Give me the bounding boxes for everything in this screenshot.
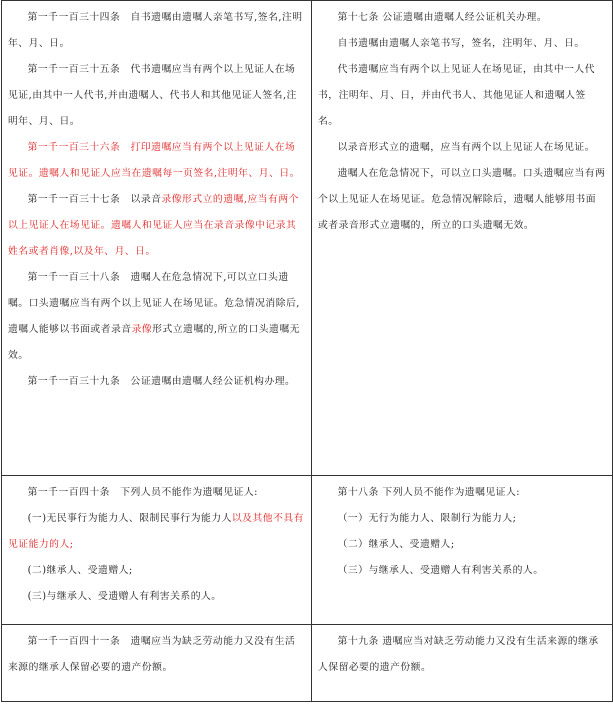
table-row [2,625,613,702]
article-18: 第十八条 下列人员不能作为遗嘱见证人: [337,487,521,498]
article-18-item-1: （一）无行为能力人、限制行为能力人; [337,513,517,524]
new-law-cell [2,476,312,625]
article-1137: 第一千一百三十七条 以录音录像形式立的遗嘱,应当有两个以上见证人在场见证。遗嘱人和见证人应当在录音录像中记录其姓名或者肖像,以及年、月、日。 [8,194,299,257]
article-1134: 第一千一百三十四条 自书遗嘱由遗嘱人亲笔书写,签名,注明年、月、日。 [8,12,303,49]
table-row [2,476,613,625]
article-17-para: 自书遗嘱由遗嘱人亲笔书写，签名，注明年、月、日。 [337,38,585,49]
article-18-item-3: （三）与继承人、受遗赠人有利害关系的人。 [337,565,544,576]
article-1138: 第一千一百三十八条 遗嘱人在危急情况下,可以立口头遗嘱。口头遗嘱应当有两个以上见证人在场见证。危急情况消除后,遗嘱人能够以书面或者录音录像形式立遗嘱的,所立的口头遗嘱无效。 [8,272,300,361]
old-law-cell [312,476,613,625]
comparison-table [1,0,613,702]
article-1136: 第一千一百三十六条 打印遗嘱应当有两个以上见证人在场见证。遗嘱人和见证人应当在遗嘱每一页签名,注明年、月、日。 [8,142,300,179]
article-1140-item-2: (二)继承人、受遗赠人; [27,565,133,576]
article-1139: 第一千一百三十九条 公证遗嘱由遗嘱人经公证机构办理。 [27,376,296,387]
article-1135: 第一千一百三十五条 代书遗嘱应当有两个以上见证人在场见证,由其中一人代书,并由遗嘱人、代书人和其他见证人签名,注明年、月、日。 [8,64,297,127]
old-law-cell [312,1,613,476]
article-17-para: 以录音形式立的遗嘱，应当有两个以上见证人在场见证。 [337,142,596,153]
new-law-cell [2,1,312,476]
article-1140-item-3: (三)与继承人、受遗赠人有利害关系的人。 [27,591,222,602]
article-18-item-2: （二）继承人、受遗赠人; [337,539,455,550]
article-1141: 第一千一百四十一条 遗嘱应当为缺乏劳动能力又没有生活来源的继承人保留必要的遗产份额。 [8,636,296,673]
old-law-cell [312,625,613,702]
article-17-para: 遗嘱人在危急情况下，可以立口头遗嘱。口头遗嘱应当有两个以上见证人在场见证。危急情况解除后，遗嘱人能够用书面或者录音形式立遗嘱的，所立的口头遗嘱无效。 [318,168,606,231]
article-17-para: 代书遗嘱应当有两个以上见证人在场见证，由其中一人代书，注明年、月、日，并由代书人、其他见证人和遗嘱人签名。 [318,64,596,127]
article-17: 第十七条 公证遗嘱由遗嘱人经公证机关办理。 [337,12,548,23]
article-19: 第十九条 遗嘱应当对缺乏劳动能力又没有生活来源的继承人保留必要的遗产份额。 [318,636,599,673]
table-row [2,1,613,476]
article-1140-item-1: (一)无民事行为能力人、限制民事行为能力人以及其他不具有见证能力的人; [8,513,304,550]
article-1140: 第一千一百四十条 下列人员不能作为遗嘱见证人: [27,487,258,498]
new-law-cell [2,625,312,702]
